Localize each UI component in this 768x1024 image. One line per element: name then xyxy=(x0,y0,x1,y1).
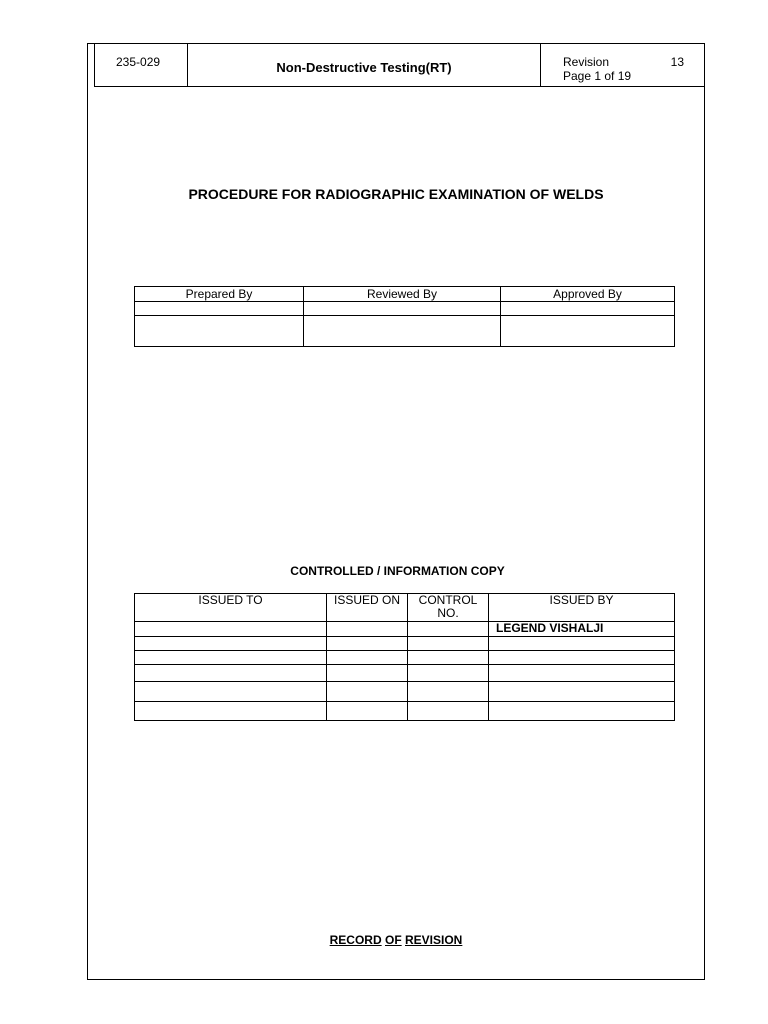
issue-cell xyxy=(135,622,327,637)
revision-label: Revision xyxy=(563,55,610,69)
of-word: OF xyxy=(384,933,402,947)
revision-cell xyxy=(541,43,705,86)
signature-table xyxy=(134,286,675,347)
revision-word: REVISION xyxy=(405,933,463,947)
issue-cell xyxy=(489,702,675,721)
issue-cell xyxy=(408,665,489,682)
header-title: Non-Destructive Testing(RT) xyxy=(188,43,541,86)
issue-cell xyxy=(135,702,327,721)
prepared-by-sign-cell xyxy=(135,316,304,347)
record-word: RECORD xyxy=(329,933,382,947)
issue-cell xyxy=(327,651,408,665)
issue-cell xyxy=(408,637,489,651)
issue-cell xyxy=(327,622,408,637)
issue-cell xyxy=(408,622,489,637)
page-info: Page 1 of 19 xyxy=(563,69,632,83)
approved-by-name-cell xyxy=(501,302,675,316)
doc-number: 235-029 xyxy=(95,43,188,86)
issued-by-name: LEGEND VISHALJI xyxy=(489,622,675,637)
issued-to-header: ISSUED TO xyxy=(135,594,327,622)
issue-cell xyxy=(135,651,327,665)
issue-cell xyxy=(489,682,675,702)
issue-cell xyxy=(408,682,489,702)
reviewed-by-header: Reviewed By xyxy=(304,287,501,302)
issue-cell xyxy=(327,637,408,651)
approved-by-header: Approved By xyxy=(501,287,675,302)
document-title: PROCEDURE FOR RADIOGRAPHIC EXAMINATION OF WELDS xyxy=(188,186,604,202)
document-header xyxy=(94,43,705,87)
reviewed-by-sign-cell xyxy=(304,316,501,347)
prepared-by-header: Prepared By xyxy=(135,287,304,302)
issue-cell xyxy=(408,651,489,665)
issue-cell xyxy=(135,665,327,682)
issued-by-header: ISSUED BY xyxy=(489,594,675,622)
revision-number: 13 xyxy=(670,55,684,69)
approved-by-sign-cell xyxy=(501,316,675,347)
issue-cell xyxy=(327,682,408,702)
prepared-by-name-cell xyxy=(135,302,304,316)
issue-cell xyxy=(489,651,675,665)
page-frame xyxy=(87,43,705,980)
issue-cell xyxy=(489,637,675,651)
issue-cell xyxy=(135,682,327,702)
issue-cell xyxy=(327,702,408,721)
issue-table xyxy=(134,593,675,721)
issued-on-header: ISSUED ON xyxy=(327,594,408,622)
issue-cell xyxy=(489,665,675,682)
record-of-revision-heading xyxy=(87,933,705,947)
control-no-header: CONTROL NO. xyxy=(408,594,489,622)
issue-cell xyxy=(135,637,327,651)
reviewed-by-name-cell xyxy=(304,302,501,316)
controlled-copy-heading: CONTROLLED / INFORMATION COPY xyxy=(290,564,505,578)
issue-cell xyxy=(327,665,408,682)
issue-cell xyxy=(408,702,489,721)
